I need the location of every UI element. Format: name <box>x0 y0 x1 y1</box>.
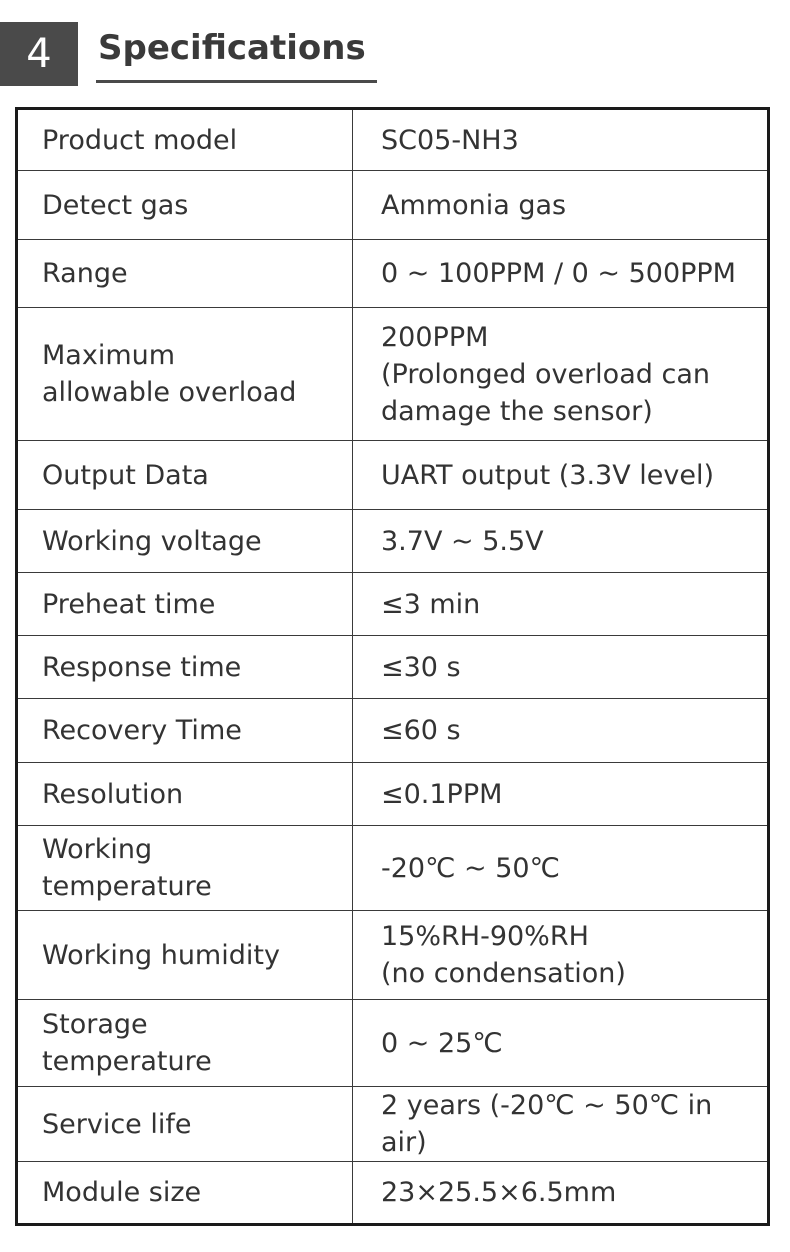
spec-label: Product model <box>17 109 353 171</box>
specifications-table <box>15 107 770 1226</box>
table-row <box>17 636 769 699</box>
table-row <box>17 826 769 911</box>
table-row <box>17 763 769 826</box>
spec-value: 15%RH-90%RH (no condensation) <box>353 911 769 1000</box>
spec-value: 3.7V ~ 5.5V <box>353 510 769 573</box>
spec-label: Detect gas <box>17 171 353 240</box>
table-row <box>17 308 769 441</box>
table-row <box>17 441 769 510</box>
spec-value: SC05-NH3 <box>353 109 769 171</box>
table-row <box>17 1000 769 1087</box>
spec-label: Maximum allowable overload <box>17 308 353 441</box>
spec-label: Working temperature <box>17 826 353 911</box>
spec-label: Working humidity <box>17 911 353 1000</box>
table-row <box>17 510 769 573</box>
section-header <box>0 22 380 86</box>
spec-value: 0 ~ 25℃ <box>353 1000 769 1087</box>
spec-label: Storage temperature <box>17 1000 353 1087</box>
table-row <box>17 1162 769 1225</box>
spec-label: Resolution <box>17 763 353 826</box>
spec-value: 23×25.5×6.5mm <box>353 1162 769 1225</box>
table-row <box>17 109 769 171</box>
table-row <box>17 1087 769 1162</box>
section-title: Specifications <box>98 28 366 68</box>
spec-value: ≤3 min <box>353 573 769 636</box>
spec-label: Preheat time <box>17 573 353 636</box>
spec-value: 0 ~ 100PPM / 0 ~ 500PPM <box>353 240 769 308</box>
spec-value: ≤30 s <box>353 636 769 699</box>
spec-value: -20℃ ~ 50℃ <box>353 826 769 911</box>
table-row <box>17 573 769 636</box>
spec-label: Range <box>17 240 353 308</box>
spec-value: ≤0.1PPM <box>353 763 769 826</box>
section-title-underline <box>96 80 377 83</box>
table-row <box>17 699 769 763</box>
spec-label: Module size <box>17 1162 353 1225</box>
section-number-badge: 4 <box>0 22 78 86</box>
spec-value: ≤60 s <box>353 699 769 763</box>
spec-label: Recovery Time <box>17 699 353 763</box>
spec-value: 2 years (-20℃ ~ 50℃ in air) <box>353 1087 769 1162</box>
table-row <box>17 171 769 240</box>
table-row <box>17 911 769 1000</box>
spec-value: UART output (3.3V level) <box>353 441 769 510</box>
spec-label: Output Data <box>17 441 353 510</box>
spec-label: Working voltage <box>17 510 353 573</box>
spec-label: Service life <box>17 1087 353 1162</box>
table-row <box>17 240 769 308</box>
spec-label: Response time <box>17 636 353 699</box>
spec-value: 200PPM (Prolonged overload can damage the sensor) <box>353 308 769 441</box>
spec-value: Ammonia gas <box>353 171 769 240</box>
